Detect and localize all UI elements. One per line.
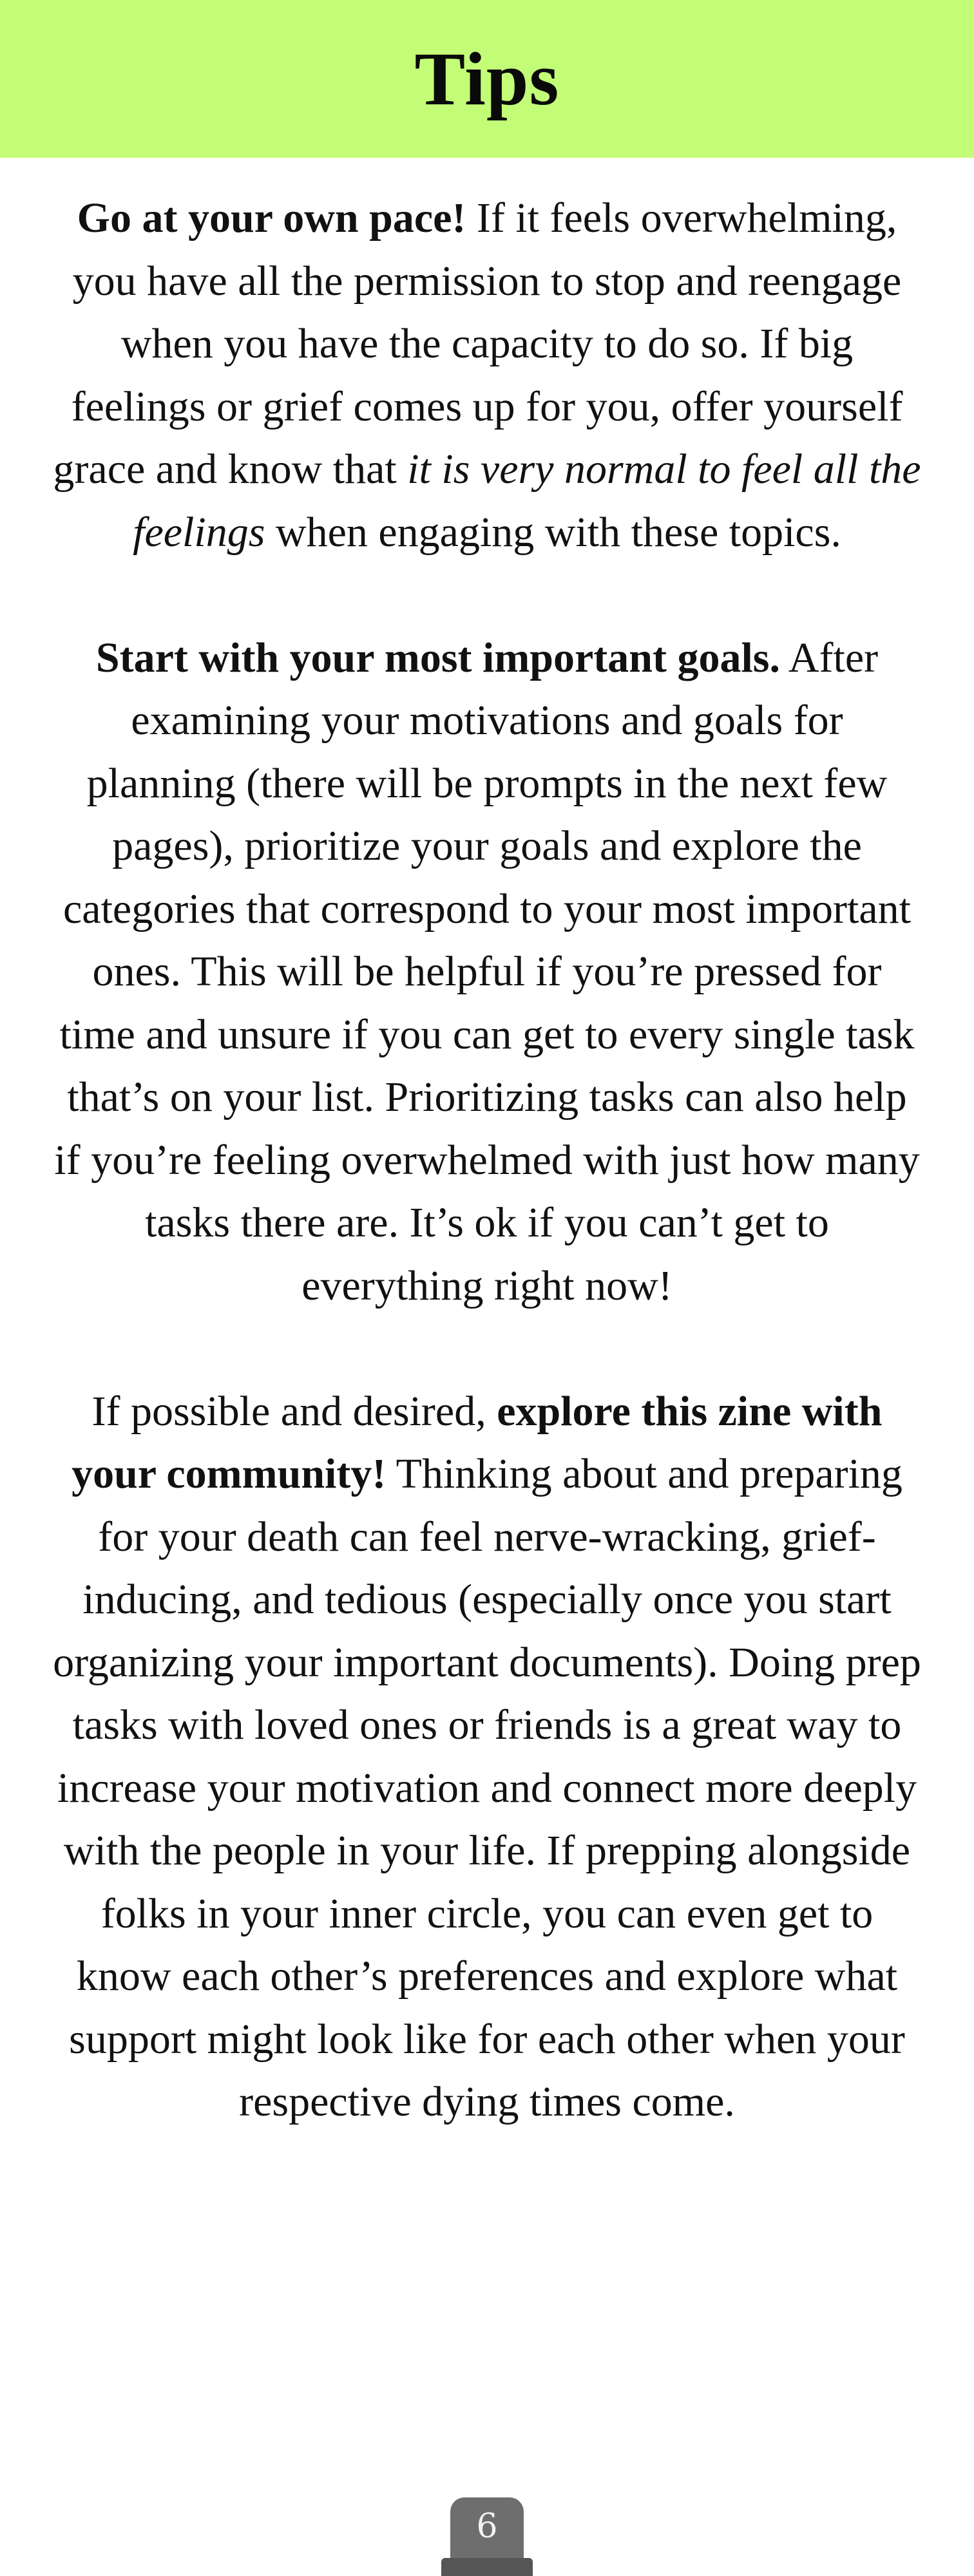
tip-community — [52, 1380, 922, 2134]
tip-own-pace-lead: Go at your own pace! — [77, 194, 466, 242]
tip-own-pace-end: when engaging with these topics. — [265, 508, 841, 556]
page-title: Tips — [414, 36, 560, 121]
tip-own-pace-text: If it feels overwhelming, you have all the permission to stop and reengage when you have the capacity to do so. If big feelings or grief comes up for you, offer yourself grace and know that — [53, 194, 903, 493]
tip-own-pace-emphasis: it is very normal to feel all the feelings — [133, 446, 921, 556]
tip-community-text: Thinking about and preparing for your death can feel nerve-wracking, grief-inducing, and tedious (especially once you start organizing your important documents). Doing prep tasks with loved ones or friends is a great way to increase your motivation and connect more deeply with the people in your life. If prepping alongside folks in your inner circle, you can even get to know each other’s preferences and explore what support might look like for each other when your respective dying times come. — [53, 1450, 921, 2125]
tip-community-intro: If possible and desired, — [91, 1387, 497, 1435]
tip-important-goals-text: After examining your motivations and goals for planning (there will be prompts in the next few pages), prioritize your goals and explore the categories that correspond to your most important ones. This will be helpful if you’re pressed for time and unsure if you can get to every single task that’s on your list. Prioritizing tasks can also help if you’re feeling overwhelmed with just how many tasks there are. It’s ok if you can’t get to everything right now! — [54, 634, 920, 1309]
tombstone-icon — [441, 2497, 533, 2576]
tip-own-pace — [52, 187, 922, 564]
page-header — [0, 0, 974, 158]
tombstone-base — [441, 2558, 533, 2576]
page-number: 6 — [476, 2507, 498, 2546]
tips-content — [52, 187, 922, 2134]
tip-important-goals — [52, 627, 922, 1318]
tip-community-lead: explore this zine with your community! — [72, 1387, 883, 1497]
tip-important-goals-lead: Start with your most important goals. — [95, 634, 780, 681]
